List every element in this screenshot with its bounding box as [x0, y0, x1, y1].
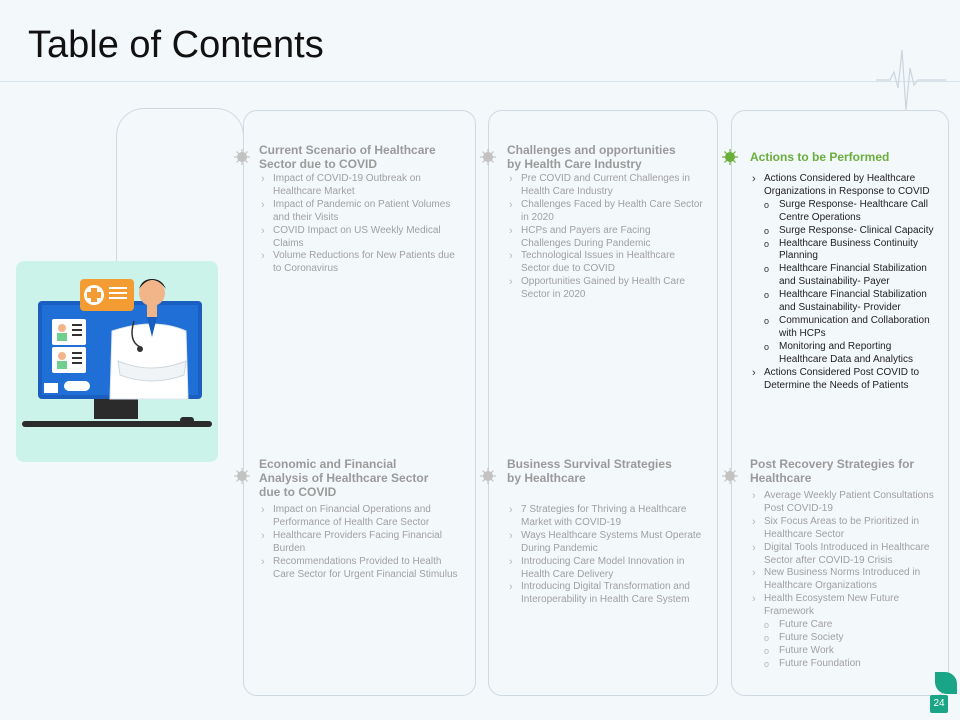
section-bullet-icon — [480, 468, 496, 484]
list-item[interactable]: › New Business Norms Introduced in Healthcare Organizations — [750, 567, 938, 593]
list-item[interactable]: › Opportunities Gained by Health Care Sector in 2020 — [507, 276, 703, 302]
doctor-monitor-icon — [16, 261, 218, 462]
section-bullet-active-icon — [722, 149, 738, 165]
page-title: Table of Contents — [28, 24, 324, 66]
doctor-illustration — [16, 261, 218, 462]
list-item[interactable]: › Recommendations Provided to Health Care Sector for Urgent Financial Stimulus — [259, 556, 464, 582]
section-bullet-icon — [722, 468, 738, 484]
sub-item[interactable]: o Surge Response- Healthcare Call Centre Operations — [764, 199, 938, 225]
list-item[interactable]: › Actions Considered Post COVID to Determine the Needs of Patients — [750, 367, 938, 393]
section-heading: Post Recovery Strategies for Healthcare — [750, 457, 915, 485]
list-item[interactable]: › Ways Healthcare Systems Must Operate During Pandemic — [507, 530, 707, 556]
leaf-icon — [935, 672, 957, 694]
list-item[interactable]: › Pre COVID and Current Challenges in Health Care Industry — [507, 173, 703, 199]
section-items — [750, 490, 938, 671]
section-heading: Current Scenario of Healthcare Sector due to COVID — [259, 143, 436, 171]
sub-item[interactable]: o Communication and Collaboration with HCPs — [764, 315, 938, 341]
section-heading-active: Actions to be Performed — [750, 150, 890, 164]
sub-items — [764, 199, 938, 367]
list-item[interactable]: › COVID Impact on US Weekly Medical Claims — [259, 225, 464, 251]
sub-item[interactable]: o Future Work — [764, 645, 938, 658]
sub-item[interactable]: o Healthcare Financial Stabilization and Sustainability- Provider — [764, 289, 938, 315]
left-arc-frame — [116, 108, 244, 268]
list-item[interactable]: › HCPs and Payers are Facing Challenges During Pandemic — [507, 225, 703, 251]
section-items — [259, 173, 464, 276]
sub-item[interactable]: o Future Society — [764, 632, 938, 645]
list-item-label: Health Ecosystem New Future Framework — [764, 593, 900, 618]
list-item[interactable] — [750, 593, 938, 670]
section-heading: Economic and Financial Analysis of Healthcare Sector due to COVID — [259, 457, 429, 499]
list-item[interactable]: › Healthcare Providers Facing Financial Burden — [259, 530, 464, 556]
section-bullet-icon — [480, 149, 496, 165]
section-bullet-icon — [234, 468, 250, 484]
section-bullet-icon — [234, 149, 250, 165]
page-number: 24 — [930, 695, 948, 713]
list-item[interactable]: › Impact on Financial Operations and Performance of Health Care Sector — [259, 504, 464, 530]
section-items — [507, 504, 707, 607]
list-item[interactable]: › Digital Tools Introduced in Healthcare Sector after COVID-19 Crisis — [750, 542, 938, 568]
list-item[interactable] — [750, 173, 938, 367]
list-item[interactable]: › Impact of Pandemic on Patient Volumes and their Visits — [259, 199, 464, 225]
section-items — [507, 173, 703, 302]
sub-item[interactable]: o Monitoring and Reporting Healthcare Data and Analytics — [764, 341, 938, 367]
list-item[interactable]: › Volume Reductions for New Patients due to Coronavirus — [259, 250, 464, 276]
header-divider — [0, 81, 960, 82]
section-heading: Challenges and opportunities by Health Care Industry — [507, 143, 676, 171]
section-items — [259, 504, 464, 581]
sub-item[interactable]: o Healthcare Financial Stabilization and Sustainability- Payer — [764, 263, 938, 289]
sub-item[interactable]: o Surge Response- Clinical Capacity — [764, 225, 938, 238]
list-item[interactable]: › 7 Strategies for Thriving a Healthcare Market with COVID-19 — [507, 504, 707, 530]
sub-item[interactable]: o Future Care — [764, 619, 938, 632]
sub-items — [764, 619, 938, 671]
sub-item[interactable]: o Healthcare Business Continuity Planning — [764, 238, 938, 264]
list-item[interactable]: › Impact of COVID-19 Outbreak on Healthcare Market — [259, 173, 464, 199]
list-item[interactable]: › Introducing Care Model Innovation in Health Care Delivery — [507, 556, 707, 582]
list-item[interactable]: › Challenges Faced by Health Care Sector in 2020 — [507, 199, 703, 225]
sub-item[interactable]: o Future Foundation — [764, 658, 938, 671]
list-item[interactable]: › Average Weekly Patient Consultations Post COVID-19 — [750, 490, 938, 516]
list-item[interactable]: › Introducing Digital Transformation and Interoperability in Health Care System — [507, 581, 707, 607]
section-items — [750, 173, 938, 392]
list-item-label: Actions Considered by Healthcare Organizations in Response to COVID — [764, 173, 930, 197]
section-heading: Business Survival Strategies by Healthcare — [507, 457, 672, 485]
heartbeat-icon — [876, 40, 946, 115]
list-item[interactable]: › Six Focus Areas to be Prioritized in Healthcare Sector — [750, 516, 938, 542]
list-item[interactable]: › Technological Issues in Healthcare Sector due to COVID — [507, 250, 703, 276]
